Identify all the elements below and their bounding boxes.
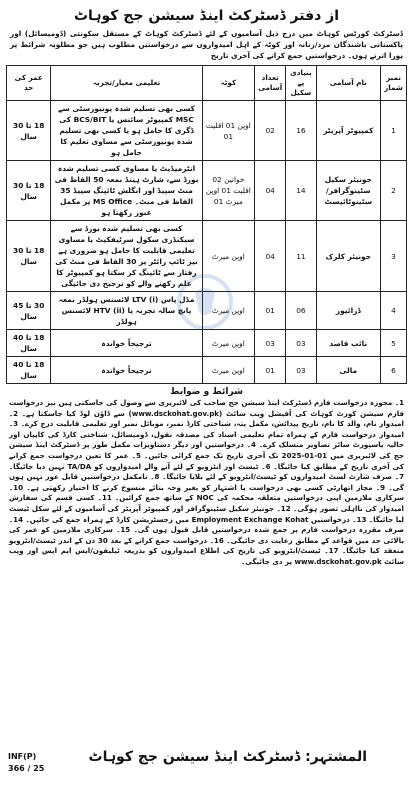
cell-number: 01: [255, 292, 286, 330]
cell-number: 01: [255, 357, 286, 384]
footer: [6, 741, 407, 791]
condition-item: 9۔ مجاز اتھارٹی کسی بھی درخواست یا اشتہار کو بغیر وجہ بتائے منسوخ کرنے کا اختیار رکھتی ہے۔: [26, 482, 386, 492]
header-age: عمر کی حد: [7, 66, 51, 101]
cell-age: 18 تا 30 سال: [7, 161, 51, 221]
cell-number: 04: [255, 161, 286, 221]
condition-item: 5۔ عمر کا تعین درخواست جمع کرانے کی آخری تاریخ کے مطابق کیا جائیگا۔: [9, 450, 404, 471]
condition-item: 7۔ صرف شارٹ لسٹ امیدواروں کو ٹیسٹ/انٹرویو کے لئے بلایا جائیگا۔: [162, 472, 404, 482]
cell-quota: اوپن میرٹ: [202, 357, 254, 384]
page-title: از دفتر ڈسٹرکٹ اینڈ سیشن جج کوہاٹ: [73, 8, 340, 24]
cell-age: 18 تا 40 سال: [7, 357, 51, 384]
cell-sr: 2: [381, 161, 407, 221]
cell-bps: 16: [286, 101, 316, 161]
condition-item: 10۔ سرکاری ملازمین اپنی درخواستیں متعلقہ محکمہ کی NOC کے ساتھ جمع کرائیں۔: [9, 482, 404, 503]
cell-qualification: کسی بھی تسلیم شدہ یونیورسٹی سے MSC کمپیوٹر سائنس یا BCS/BIT کی ڈگری کا حامل ہو یا کسی بھی تسلیم شدہ یونیورسٹی سے مساوی تعلیم کا حامل ہو: [51, 101, 202, 161]
newspaper-logo-icon: [175, 272, 235, 332]
header-bps: بنیادی پے سکیل: [286, 66, 316, 101]
condition-item: 4۔ درخواستیں اور دیگر دستاویزات مکمل طور پر ڈسٹرکٹ اینڈ سیشن جج کی لائبریری میں 01-01-2025 تک آخری تاریخ تک جمع کرائی جائیں۔: [9, 440, 404, 460]
conditions-text: [6, 398, 407, 568]
table-row: [7, 101, 407, 161]
table-row: [7, 330, 407, 357]
cell-age: 18 تا 40 سال: [7, 330, 51, 357]
condition-item: 3۔ امیدوار درخواست فارم کے ہمراہ تمام تعلیمی اسناد کی مصدقہ نقول، ڈومیسائل، شناختی کارڈ کی کاپیاں اور حالیہ پاسپورٹ سائز تصاویر منسلک کرے۔: [9, 419, 404, 450]
cell-sr: 6: [381, 357, 407, 384]
cell-qualification: ترجیحاً خواندہ: [51, 330, 202, 357]
vacancies-table: [6, 65, 407, 384]
condition-item: 15۔ سرکاری ملازمین کو عمر کی بالائی حد میں قواعد کے مطابق رعایت دی جائیگی۔: [9, 525, 404, 545]
condition-item: 11۔ کسی قسم کی سفارش امیدوار کی نااہلی تصور ہوگی۔: [9, 493, 404, 513]
header-post: نام آسامی: [316, 66, 381, 101]
condition-item: 6۔ ٹیسٹ اور انٹرویو کے لئے آنے والے امیدواروں کو TA/DA نہیں دیا جائیگا۔: [9, 461, 271, 471]
cell-post: مالی: [316, 357, 381, 384]
conditions-title: شرائط و ضوابط: [170, 387, 243, 397]
cell-post: نائب قاصد: [316, 330, 381, 357]
ref-line-1: INF(P): [8, 752, 37, 761]
cell-quota: خواتین 02 اقلیت 01 اوپن میرٹ 01: [202, 161, 254, 221]
cell-qualification: کسی بھی تسلیم شدہ بورڈ سے سیکنڈری سکول سرٹیفکیٹ یا مساوی تعلیمی قابلیت کا حامل ہو ضروری ہے نیز ٹائپ رائٹر پر 30 الفاظ فی منٹ کی رفتار سے ٹائپنگ کر سکتا ہو کمپیوٹر کا علم رکھنے والے کو ترجیح دی جائیگی: [51, 221, 202, 292]
reference-number: [8, 751, 44, 775]
cell-bps: 06: [286, 292, 316, 330]
cell-bps: 03: [286, 330, 316, 357]
cell-age: 18 تا 30 سال: [7, 101, 51, 161]
cell-post: جونیئر سکیل سٹینوگرافر/ سٹینوٹائپسٹ: [316, 161, 381, 221]
cell-qualification: مڈل پاس (i) LTV لائسنس ہولڈر بمعہ پانچ سالہ تجربہ یا (ii) HTV لائسنس ہولڈر: [51, 292, 202, 330]
condition-item: 2۔ امیدوار نام، والد کا نام، تاریخ پیدائش، مکمل پتہ، شناختی کارڈ نمبر، موبائل نمبر اور تعلیمی قابلیت درج کرے۔: [9, 408, 404, 429]
announcer: المشتہر: ڈسٹرکٹ اینڈ سیشن جج کوہاٹ: [88, 749, 367, 765]
cell-post: جونیئر کلرک: [316, 221, 381, 292]
cell-post: ڈرائیور: [316, 292, 381, 330]
condition-item: 17۔ ٹیسٹ/انٹرویو کی تاریخ کی اطلاع امیدواروں کو بذریعہ ٹیلیفون/ایس ایم ایس اور ویب سائٹ www.dsckohat.gov.pk پر دی جائیگی۔: [9, 546, 404, 566]
cell-age: 30 تا 45 سال: [7, 292, 51, 330]
cell-quota: اوپن میرٹ: [202, 292, 254, 330]
condition-item: 16۔ درخواست جمع کرانے کے بعد 30 دن کے اندر ٹیسٹ/انٹرویو منعقد کیا جائیگا۔: [9, 535, 404, 556]
table-row: [7, 161, 407, 221]
header-sr: نمبر شمار: [381, 66, 407, 101]
cell-quota: اوپن 01 اقلیت 01: [202, 101, 254, 161]
header-number: تعداد آسامی: [255, 66, 286, 101]
cell-bps: 11: [286, 221, 316, 292]
condition-item: 1۔ مجوزہ درخواست فارم ڈسٹرکٹ اینڈ سیشن جج صاحب کی لائبریری سے وصول کی جاسکتی ہیں نیز درخواست فارم سیشن کورٹ کوہاٹ کی آفیشل ویب سائٹ (www.dsckohat.gov.pk) سے ڈاؤن لوڈ کیا جاسکتا ہے۔: [9, 398, 404, 418]
cell-number: 03: [255, 330, 286, 357]
intro-paragraph: ڈسٹرکٹ کورٹس کوہاٹ میں درج ذیل آسامیوں کے لئے ڈسٹرکٹ کوہاٹ کے مستقل سکونتی (ڈومیسائل) اور پاکستانی باشندگان مرد/زنانہ اور کوٹہ کے اہل امیدواروں سے درخواستیں مطلوب ہیں جو مطلوبہ شرائط پر پورا اترتے ہوں۔ درخواستیں جمع کرانے کی آخری تاریخ: [10, 29, 403, 60]
ref-line-2: 366 / 25: [8, 764, 45, 773]
cell-bps: 14: [286, 161, 316, 221]
cell-sr: 1: [381, 101, 407, 161]
condition-item: 13۔ درخواستیں Employment Exchange Kohat میں رجسٹریشن کارڈ کے ہمراہ جمع کی جائیں۔: [25, 514, 367, 524]
condition-item: 12۔ جونیئر سکیل سٹینوگرافر اور کمپیوٹر آپریٹر کی آسامیوں کے لئے سکل ٹیسٹ لیا جائیگا۔: [9, 503, 404, 524]
cell-number: 02: [255, 101, 286, 161]
condition-item: 8۔ نامکمل درخواستیں قابل غور نہیں ہوں گی۔: [9, 472, 404, 492]
cell-qualification: انٹرمیڈیٹ یا مساوی کسی تسلیم شدہ بورڈ سے، شارٹ ہینڈ بمعہ 50 الفاظ فی منٹ سپیڈ اور انگلش ٹائپنگ سپیڈ 35 الفاظ فی منٹ۔ MS Office پر مکمل عبور رکھتا ہو: [51, 161, 202, 221]
cell-quota: اوپن میرٹ: [202, 221, 254, 292]
header-quota: کوٹہ: [202, 66, 254, 101]
cell-sr: 5: [381, 330, 407, 357]
table-header-row: [7, 66, 407, 101]
cell-bps: 03: [286, 357, 316, 384]
cell-qualification: ترجیحاً خواندہ: [51, 357, 202, 384]
table-row: [7, 357, 407, 384]
cell-post: کمپیوٹر آپریٹر: [316, 101, 381, 161]
cell-quota: اوپن میرٹ: [202, 330, 254, 357]
cell-age: 18 تا 30 سال: [7, 221, 51, 292]
condition-item: 14۔ صرف مقررہ درخواست فارم پر جمع شدہ درخواستیں قابل قبول ہوں گی۔: [9, 514, 404, 535]
cell-sr: 4: [381, 292, 407, 330]
cell-number: 04: [255, 221, 286, 292]
header-qualification: تعلیمی معیار/تجربہ: [51, 66, 202, 101]
cell-sr: 3: [381, 221, 407, 292]
